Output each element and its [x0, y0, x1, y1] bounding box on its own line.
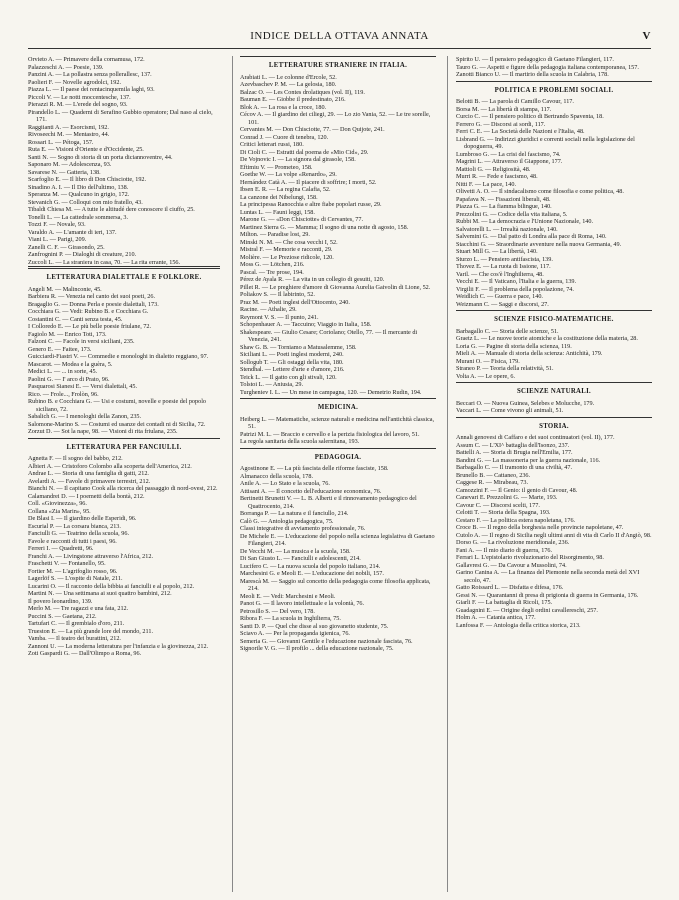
index-entry: Tartufari C. — Il grembialo d'oro, 211. [28, 620, 125, 627]
section-title-dialettale: LETTERATURA DIALETTALE E FOLKLORE. [46, 274, 202, 281]
index-entry: Reymont V. S. — Il punto, 241. [240, 313, 319, 321]
index-entry: Sciavo A. — Per la propaganda igienica, 76. [240, 630, 350, 637]
header-rule [28, 48, 651, 49]
index-entry: Molière. — Le Preziose ridicole, 120. [240, 253, 334, 261]
index-entry: Il povero leonardino, 139. [28, 597, 93, 605]
section-rule [456, 81, 652, 82]
index-entry: Balzac O. — Les Contes drolatiques (vol. II), 119. [240, 88, 365, 96]
index-entry: Weidlich C. — Guerra e pace, 140. [456, 293, 543, 300]
index-entry: Panzini A. — La pollastra senza pollerallesc, 137. [28, 71, 152, 78]
index-entry: Escurial P. — La corsara bianca, 213. [28, 522, 121, 530]
index-entry: Cavour C. — Discorsi scelti, 177. [456, 501, 540, 509]
column-1 [28, 56, 220, 892]
index-entry: Palazzeschi A. — Poesie, 139. [28, 63, 104, 71]
index-entry: Goethe W. — La volpe «Renardo», 29. [240, 171, 337, 178]
index-entry: Olivetti A. O. — Il sindacalismo come filosofia e come politica, 48. [456, 188, 624, 195]
index-entry: De Michele E. — L'educazione del popolo nella scienza legislativa di Gaetano Filangieri, 214. [240, 532, 435, 547]
entry-list [456, 56, 652, 79]
index-entry: Marone G. — «Don Chisciotte» di Cervantes, 77. [240, 216, 364, 223]
index-entry: Stendhal. — Lettere d'arte e d'amore, 216. [240, 366, 345, 373]
section-title-politica: POLITICA E PROBLEMI SOCIALI. [494, 86, 614, 94]
index-entry: Paolini G. — I' arco di Prato, 96. [28, 375, 110, 383]
entry-list [240, 74, 436, 397]
index-entry: Tibaldi Chiesa M. — A tutte le altitudé dere conoscere il ciuffo, 25. [28, 206, 195, 213]
index-entry: Ferrero G. — Discorsi ai sordi, 117. [456, 120, 546, 128]
index-entry: Piazza L. — Il paese dei rentacinquemila laghi, 93. [28, 86, 155, 93]
index-entry: Caggese R. — Mirabeau, 73. [456, 479, 528, 486]
index-entry: Panot G. — Il lavoro intellettuale e la volontà, 76. [240, 600, 365, 607]
index-entry: Franchi A. — Livingstone attraverso l'Africa, 212. [28, 552, 154, 560]
index-entry: La regola sanitaria della scuola salernitana, 193. [240, 438, 360, 445]
index-entry: Straneo P. — Teoria della relatività, 51. [456, 365, 554, 372]
index-entry: Varil. — Che cos'è l'Inghilterra, 48. [456, 270, 544, 278]
index-entry: Lumbroso G. — La crisi del fascismo, 74. [456, 150, 561, 158]
index-entry: Calamandrei D. — I poemetti della bontà, 212. [28, 492, 145, 500]
index-entry: Barbagallo C. — Storia delle scienze, 51. [456, 327, 559, 335]
index-entry: Conrad J. — Cuore di tenebra, 120. [240, 133, 329, 141]
index-entry: Semeria G. — Giovanni Gentile e l'educazione nazionale fascista, 76. [240, 637, 413, 645]
index-entry: Falzoni C. — Facole in versi siciliani, 235. [28, 338, 135, 345]
page-number: V [642, 30, 651, 42]
index-entry: Zuccoli L. — La straniera in casa, 70. — La rita errante, 156. [28, 258, 181, 266]
index-entry: Nitti F. — La pace, 140. [456, 180, 516, 188]
index-entry: Bragaglio G. — Donna Perla e poesie dialettali, 173. [28, 300, 159, 308]
index-entry: Cestaro F. — La politica estera napoletana, 176. [456, 516, 576, 524]
section-rule [456, 417, 652, 418]
index-entry: Gatto Roissard L. — Disfatta e difesa, 176. [456, 584, 564, 591]
index-entry: Calò G. — Antologia pedagogica, 75. [240, 517, 334, 525]
index-entry: Rico. — Frole..., Frolòn, 96. [28, 390, 99, 398]
index-entry: Trueston E. — La più grande lore del mondo, 211. [28, 627, 153, 635]
index-entry: Rubbi M. — La democrazia e l'Unione Nazionale, 140. [456, 218, 594, 225]
index-entry: Pasquarosi Sianesi E. — Versi dialettali, 45. [28, 383, 138, 390]
index-entry: Spirito U. — Il pensiero pedagogico di Gaetano Filangieri, 117. [456, 56, 614, 63]
index-entry: Puccini S. — Gaetana, 212. [28, 612, 97, 620]
index-entry: Sturzo L. — Pensiero antifascista, 139. [456, 255, 553, 263]
index-entry: La canzone dei Nibelungi, 158. [240, 193, 318, 201]
index-entry: Tonelli L. — La cattedrale sommersa, 3. [28, 213, 129, 221]
index-entry: Mascarot. — Modea e la guèra, 5. [28, 360, 113, 368]
index-entry: Mieli A. — Manuale di storia della scienza: Antichità, 179. [456, 350, 603, 357]
index-entry: Turgheniev I. L. — Un mese in campagna, 120. — Demetrio Rudin, 194. [240, 388, 422, 396]
entry-list [456, 328, 652, 381]
section-title-storia: STORIA. [539, 422, 569, 430]
index-entry: Barbiera R. — Venezia nel canto dei suoi poeti, 26. [28, 293, 156, 300]
index-entry: Schopenhauer A. — Taccuino; Viaggio in Italia, 158. [240, 321, 372, 328]
index-entry: Classi integrative di avviamento professionale, 76. [240, 525, 366, 532]
index-entry: Costantini C. — Canti senza testa, 45. [28, 315, 123, 323]
index-entry: Croce B. — Il regno della borghesia nelle provincie napoletane, 47. [456, 524, 624, 531]
index-entry: Zorzut D. — Sot la nape, 98. — Visioni di rita friulana, 235. [28, 428, 178, 435]
entry-list [28, 455, 220, 658]
section-title-pedagogia: PEDAGOGIA. [314, 453, 362, 461]
running-title: INDICE DELLA OTTAVA ANNATA [250, 30, 429, 42]
entry-list [28, 286, 220, 436]
index-entry: Ruta E. — Visioni d'Oriente e d'Occidente, 25. [28, 146, 144, 153]
index-entry: Scarfoglio E. — Il libro di Don Chisciotte, 192. [28, 176, 147, 183]
index-entry: Rossari L. — Pétoga, 157. [28, 138, 94, 146]
index-entry: Agnetta F. — Il sogno del babbo, 212. [28, 455, 123, 462]
index-entry: La principessa Ranocchia e altre fiabe popolari russe, 29. [240, 201, 382, 208]
index-entry: Annali genovesi di Caffaro e dei suoi continuatori (vol. II), 177. [456, 434, 615, 441]
index-entry: Battelli A. — Storia di Brugia nell'Emilia, 177. [456, 449, 573, 456]
index-entry: Agostinone E. — La più fascista delle riforme fasciste, 158. [240, 465, 389, 472]
index-entry: Lisbrand G. — Indirizzi giuridici e correnti sociali nella legislazione del dopoguerra, 49. [456, 135, 635, 150]
index-entry: Heiberg L. — Matematiche, scienze naturali e medicina nell'antichità classica, 51. [240, 415, 435, 430]
index-entry: Stevanich G. — Colloqui con mio fratello, 43. [28, 198, 143, 206]
index-entry: Albieri A. — Cristoforo Colombo alla scoperta dell'America, 212. [28, 462, 192, 470]
page-header [28, 30, 651, 46]
entry-list [240, 465, 436, 653]
index-entry: Merlo M. — Tre ragazzi e una fata, 212. [28, 605, 129, 612]
index-entry: Martinez Sierra G. — Mamma; Il sogno di una notte di agosto, 158. [240, 223, 409, 231]
index-entry: Ribora F. — La scuola in Inghilterra, 75. [240, 615, 341, 622]
index-entry: Zanfrognini P. — Dialoghi di creature, 210. [28, 251, 137, 258]
column-2 [240, 56, 436, 892]
section-rule [28, 266, 220, 267]
index-entry: Cervantes M. — Don Chisciotte, 77. — Don Quijote, 241. [240, 126, 385, 133]
index-entry: De Vecchi M. — La musica e la scuola, 158. [240, 547, 351, 555]
index-entry: Zoti Gaspardi G. — Dall'Olimpo a Roma, 96. [28, 650, 142, 657]
index-entry: Luntas L. — Fauni leggi, 158. [240, 208, 315, 216]
index-entry: Lucarini O. — Il racconto della bibbia ai fanciulli e al popolo, 212. [28, 582, 195, 590]
index-entry: Savarese N. — Gatteria, 138. [28, 168, 101, 176]
section-rule [240, 448, 436, 449]
index-entry: Favole e racconti di tutti i paesi, 96. [28, 537, 117, 545]
index-entry: Pillet R. — Le preghiere d'amore di Giovanna Aurelia Gaivolin di Lione, 52. [240, 283, 431, 291]
index-entry: Viani L. — Parigi, 209. [28, 236, 87, 243]
index-entry: Celotti T. — Storia della Spagna, 193. [456, 509, 551, 516]
index-entry: Barbagallo C. — Il tramonto di una civiltà, 47. [456, 464, 572, 471]
section-rule [28, 268, 220, 269]
index-entry: Siciliani L. — Poeti inglesi moderni, 240. [240, 351, 344, 358]
index-entry: Bianchi N. — Il capitano Cook alla ricerca del passaggio di nord-ovest, 212. [28, 485, 218, 492]
index-entry: Pérez de Ayala R. — La vita in un collegio di gesuiti, 120. [240, 276, 385, 283]
section-title-naturali: SCIENZE NATURALI. [516, 388, 592, 395]
index-entry: Lagerlöf S. — L'ospite di Natale, 211. [28, 575, 123, 582]
index-entry: Fani A. — Il mio diario di guerra, 176. [456, 546, 553, 554]
index-entry: Ferreri I. — Quadretti, 96. [28, 545, 94, 552]
index-entry: Santi N. — Sogno di storia di un porta diciannoventre, 44. [28, 153, 173, 161]
index-entry: Volta A. — Le opere, 6. [456, 372, 515, 380]
index-entry: Piccoli V. — Le notti moccentesche, 137. [28, 93, 131, 101]
entry-list [456, 98, 652, 308]
index-entry: Loria G. — Pagine di storia della scienza, 119. [456, 342, 572, 350]
index-entry: Avelardi A. — Favole di primavere terrestri, 212. [28, 477, 151, 485]
index-entry: Mistral F. — Memorie e racconti, 29. [240, 246, 333, 253]
index-entry: Brunello B. — Cattaneo, 236. [456, 471, 531, 479]
index-entry: Blok A. — La rosa e la croce, 180. [240, 103, 327, 111]
index-entry: Tauro G. — Aspetti e figure della pedagogia italiana contemporanea, 157. [456, 63, 639, 71]
index-entry: Murri R. — Fede e fascismo, 48. [456, 173, 538, 180]
index-entry: Giarli F. — La battaglia di Ricoli, 175. [456, 599, 553, 606]
index-entry: Camozzini F. — Il Genio: il genio di Cavour, 48. [456, 486, 578, 494]
index-entry: Guicciardi-Fiastri V. — Commedie e monologhi in dialetto reggiano, 97. [28, 353, 209, 360]
index-entry: Zannoni U. — La moderna letteratura per l'infanzia e la giovinezza, 212. [28, 642, 209, 650]
index-entry: Holm A. — Catania antica, 177. [456, 614, 536, 621]
index-entry: Martini N. — Una settimana ai suoi quattro bambini, 212. [28, 590, 172, 597]
index-entry: Critici letterari russi, 180. [240, 141, 304, 148]
index-entry: Sollogub T. — Gli ostaggi della vita, 180. [240, 358, 344, 366]
column-separator [447, 56, 448, 892]
index-entry: Bertinetti Brunetti V. — L. B. Alberti e il rinnovamento pedagogico del Quattrocento, 214. [240, 495, 417, 510]
entry-list [240, 416, 436, 446]
index-entry: Shakespeare. — Giulio Cesare; Coriolano; Otello, 77. — Il mercante di Venezia, 241. [240, 328, 418, 343]
index-entry: Lucifero C. — La nuova scuola del popolo italiano, 214. [240, 562, 381, 570]
index-entry: Shaw G. B. — Torniamo a Matusalemme, 158. [240, 343, 357, 351]
index-entry: Salvatorelli L. — Irrealtà nazionale, 140. [456, 225, 558, 233]
column-separator [232, 56, 233, 892]
section-title-medicina: MEDICINA. [317, 404, 359, 411]
index-entry: Ferrari L. L'epistolario rivoluzionario del Risorgimento, 98. [456, 554, 604, 561]
index-entry: Garino Canina A. — La finanza del Piemonte nella seconda metà del XVI secolo, 47. [456, 569, 640, 584]
index-entry: Petrosillo S. — Del vero, 178. [240, 607, 315, 615]
index-entry: Teick L. — Il gatto con gli stivali, 120. [240, 373, 337, 381]
index-entry: Di San Giusto L. — Fanciulli e adolescenti, 214. [240, 555, 361, 562]
index-entry: Eftimiu V. — Prometeo, 158. [240, 163, 313, 171]
index-entry: Stacchini G. — Straordinarie avventure nella nuova Germania, 49. [456, 240, 622, 248]
index-entry: Cocchiara G. — Vedi: Rubino B. e Cocchiara G. [28, 308, 149, 315]
index-entry: Stuart Mill G. — La libertà, 140. [456, 248, 538, 255]
index-entry: Almanacco della scuola, 178. [240, 472, 314, 480]
index-entry: Fortier M. — L'agrifoglio rosso, 96. [28, 567, 118, 575]
index-entry: Lanfossa F. — Antologia della critica storica, 213. [456, 621, 581, 629]
index-entry: Raggiianti A. — Esorcismi, 192. [28, 123, 109, 131]
index-entry: Rivoseechi M. — Mentastro, 44. [28, 131, 110, 138]
entry-list [456, 434, 652, 629]
index-entry: Curcio C. — Il pensiero politico di Bertrando Spaventa, 18. [456, 113, 604, 120]
index-entry: Borsa M. — La libertà di stampa, 117. [456, 105, 552, 113]
index-entry: Angeli M. — Malinconie, 45. [28, 285, 102, 293]
column-3 [456, 56, 652, 892]
index-entry: Poliakov S. — Il labirinto, 52. [240, 291, 315, 298]
index-entry: Azevbaschev P. M. — La gelosia, 180. [240, 81, 337, 88]
index-entry: Salomone-Marino S. — Costumi ed usanze dei contadi ni di Sicilia, 72. [28, 420, 206, 428]
index-entry: Belotti B. — La parola di Camillo Cavour, 117. [456, 98, 574, 105]
index-entry: Bandini G. — La massoneria per la guerra nazionale, 116. [456, 456, 601, 464]
index-entry: I Colloredo E. — Le più belle poesie friulane, 72. [28, 323, 152, 330]
section-rule [28, 438, 220, 439]
index-entry: Virgilii F. — Il problema della popolazione, 74. [456, 285, 574, 293]
index-entry: Praz M. — Poeti inglesi dell'Ottocento, 240. [240, 298, 350, 306]
index-entry: Gallavresi G. — Da Cavour a Mussolini, 74. [456, 561, 567, 569]
index-entry: Prezzolini G. — Codice della vita italiana, 5. [456, 210, 568, 218]
index-entry: Vaccari L. — Come vivono gli animali, 51. [456, 407, 564, 414]
index-entry: Magrini L. — Attraverso il Giappone, 177. [456, 158, 563, 165]
index-entry: Cutolo A. — Il regno di Sicilia negli ultimi anni di vita di Carlo II d'Angiò, 98. [456, 531, 652, 539]
index-entry: Fanciulli G. — Teatrino della scuola, 96. [28, 530, 130, 537]
index-entry: De Vojnovic I. — La signora dal girasole, 158. [240, 156, 356, 163]
index-entry: Sinadino A. I. — Il Dio dell'ultimo, 138. [28, 183, 129, 191]
index-entry: Saponaro M. — Adolescenza, 93. [28, 161, 112, 168]
index-entry: Paolieri F. — Novelle agrodolci, 192. [28, 78, 121, 86]
index-entry: Murani O. — Fisica, 179. [456, 357, 520, 365]
index-entry: Medici L. — ... in sorte, 45. [28, 368, 98, 375]
index-entry: Vamba. — Il teatro dei burattini, 212. [28, 635, 121, 642]
index-entry: Borranga P. — La natura e il fanciullo, 214. [240, 510, 349, 517]
section-title-straniere: LETTERATURE STRANIERE IN ITALIA. [268, 62, 408, 69]
index-entry: Weizmann C. — Saggi e discorsi, 27. [456, 300, 549, 308]
index-entry: Ibsen E. R. — La regina Calafia, 52. [240, 186, 331, 193]
index-entry: Zanotti Bianco U. — Il martirio della scuola in Calabria, 178. [456, 71, 609, 78]
index-entry: Meoli E. — Vedi: Marchesini e Meoli. [240, 592, 336, 600]
index-entry: De Blasi I. — Il giardino delle Esperidi, 96. [28, 515, 137, 522]
index-entry: Ferri C. E. — La Società delle Nazioni e l'Italia, 48. [456, 128, 585, 135]
index-entry: Cécov A. — Il giardino dei ciliegi, 29. — Lo zio Vania, 52. — Le tre sorelle, 101. [240, 111, 431, 126]
index-entry: Sabalich G. — I menologhi della Zanon, 235. [28, 413, 142, 420]
index-entry: Genero E. — Faitee, 173. [28, 345, 92, 353]
entry-list [28, 56, 220, 266]
index-entry: Anile A. — Lo Stato e la scuola, 76. [240, 480, 330, 487]
index-entry: Tozzi F. — Novale, 93. [28, 221, 86, 228]
index-entry: Arabiati L. — Le colonne d'Ercole, 52. [240, 73, 337, 81]
index-entry: Gessi N. — Quarantanni di presa di prigionia di guerra in Germania, 176. [456, 591, 639, 599]
index-entry: Patrizi M. L. — Braccio e cervello e la perizia fisiologica del lavoro, 51. [240, 430, 420, 438]
index-entry: Papafava N. — Fissazioni liberali, 48. [456, 195, 551, 203]
section-rule [240, 56, 436, 57]
index-entry: Santi D. P. — Quel che disse al suo giovanetto studente, 75. [240, 622, 389, 630]
index-entry: Vecchi E. — Il Vaticano, l'Italia e la guerra, 139. [456, 278, 577, 285]
section-title-fanciulli: LETTERATURA PER FANCIULLI. [66, 443, 182, 451]
index-entry: Mattioli G. — Religiosità, 48. [456, 165, 531, 173]
index-entry: Rubino B. e Cocchiara G. — Usi e costumi, novelle e poesie del popolo siciliano, 72. [28, 398, 207, 413]
index-entry: Tolstoi L. — Aniusia, 29. [240, 381, 303, 388]
index-entry: Pascal. — Tre prose, 194. [240, 268, 304, 276]
index-entry: Fraschetti V. — Fontanello, 95. [28, 560, 106, 567]
index-entry: Marchesini G. e Meoli E. — L'educazione dei nobili, 157. [240, 570, 384, 577]
index-entry: Pierazzi R. M. — L'erede del sogno, 93. [28, 101, 128, 108]
index-entry: Graetz L. — Le nuove teorie atomiche e la costituzione della materia, 28. [456, 335, 638, 342]
index-entry: Zanelli C. F. — Girasondo, 25. [28, 243, 105, 251]
index-entry: Salvemini G. — Dal patto di Londra alla pace di Roma, 140. [456, 233, 607, 240]
index-entry: Di Cioli C. — Estratti dal poema de «Mio Cid», 29. [240, 148, 369, 156]
index-entry: Signorile V. G. — Il profilo ... della educazione nazionale, 75. [240, 645, 394, 652]
index-entry: Canevari E. Prezzolini G. — Marte, 193. [456, 494, 558, 501]
index-entry: Thovez E. — La ruota di Issione, 117. [456, 263, 551, 270]
index-entry: Hernández Catà A. — Il piacere di soffrire; I morti, 52. [240, 178, 377, 186]
index-entry: Varaldo A. — L'amante di ieri, 137. [28, 228, 117, 236]
section-rule [240, 398, 436, 399]
index-entry: Dorso G. — La rivoluzione meridionale, 236. [456, 539, 570, 546]
index-entry: Piazza G. — La fiamma bilingue, 140. [456, 203, 552, 210]
entry-list [456, 400, 652, 415]
index-entry: Racine. — Athalie, 29. [240, 306, 297, 313]
index-entry: Marescà M. — Saggio sul concetto della pedagogia come filosofia applicata, 214. [240, 577, 431, 592]
index-entry: Minski N. M. — Che cosa vecchi I, 52. [240, 238, 338, 246]
index-entry: Speranza M. — Qualcuno in grigio, 172. [28, 191, 130, 198]
index-entry: Guadagnini E. — Origine degli ordini cavallereschi, 257. [456, 606, 598, 614]
section-rule [456, 382, 652, 383]
index-entry: Coll. «Giovinezza», 96. [28, 500, 87, 507]
index-entry: Andrae L. — Storia di una famiglia di gatti, 212. [28, 470, 149, 477]
section-title-scienze: SCIENZE FISICO-MATEMATICHE. [494, 316, 614, 323]
index-entry: Orvieto A. — Primavere della cornamusa, 172. [28, 56, 145, 63]
index-entry: Beccari O. — Nuova Guinea, Selebes e Molucche, 179. [456, 399, 595, 407]
index-entry: Milton. — Paradise lost, 29. [240, 231, 310, 238]
index-entry: Collana «Zia Marin», 95. [28, 507, 91, 515]
index-entry: Fagiolo M. — Enrico Toti, 173. [28, 330, 107, 338]
index-entry: Bauman E. — Giobbe il predestinato, 216. [240, 96, 346, 103]
index-entry: Assum C. — L'XI^ battaglia dell'Isonzo, 237. [456, 441, 570, 449]
index-entry: Moss G. — Lötchen, 216. [240, 261, 305, 268]
index-entry: Attisani A. — Il concetto dell'educazione economica, 76. [240, 487, 382, 495]
section-rule [456, 310, 652, 311]
index-entry: Pirandello L. — Quaderni di Serafino Gubbio operatore; Dal naso al cielo, 171. [28, 108, 213, 123]
